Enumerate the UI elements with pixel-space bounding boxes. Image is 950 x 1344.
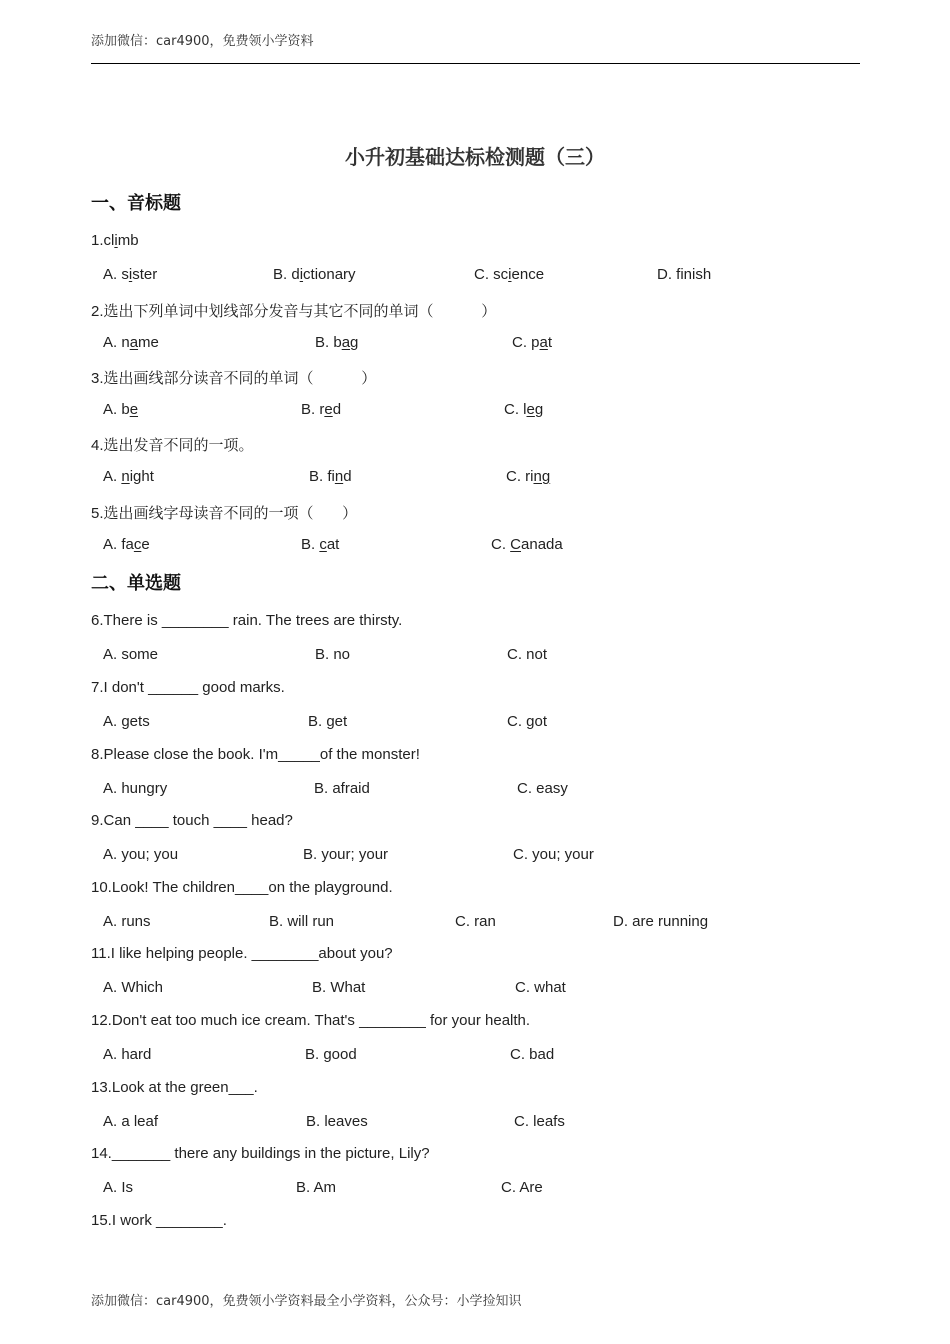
question-9-option-a[interactable]: A. you; you: [103, 846, 179, 863]
question-13-option-a[interactable]: A. a leaf: [103, 1113, 159, 1130]
question-number: 6.: [91, 612, 104, 629]
question-number: 4.: [91, 437, 104, 454]
header-divider: [91, 63, 860, 64]
question-12-option-a[interactable]: A. hard: [103, 1046, 152, 1063]
question-13: [91, 1079, 258, 1096]
underlined-letters: c: [133, 536, 142, 553]
question-8-option-c[interactable]: C. easy: [517, 780, 568, 797]
question-4-option-a[interactable]: A. night: [103, 468, 154, 485]
question-1-option-c[interactable]: C. science: [474, 266, 545, 283]
question-text: 选出发音不同的一项。: [103, 436, 254, 454]
question-8: [91, 746, 420, 763]
question-7-option-a[interactable]: A. gets: [103, 713, 150, 730]
question-10-option-b[interactable]: B. will run: [269, 913, 335, 930]
question-number: 2.: [91, 303, 104, 320]
question-11-option-b[interactable]: B. What: [312, 979, 366, 996]
question-10-option-a[interactable]: A. runs: [103, 913, 151, 930]
page-header-text: 添加微信：car4900，免费领小学资料: [91, 34, 314, 49]
question-9-option-b[interactable]: B. your; your: [303, 846, 389, 863]
question-13-option-c[interactable]: C. leafs: [514, 1113, 565, 1130]
question-text: I like helping people. ________about you?: [110, 945, 393, 962]
question-number: 1.: [91, 232, 104, 249]
question-5: [91, 502, 357, 523]
page-title: 小升初基础达标检测题（三）: [345, 145, 605, 169]
question-12-option-c[interactable]: C. bad: [510, 1046, 555, 1063]
question-3-option-a[interactable]: A. be: [103, 401, 139, 418]
underlined-letters: n: [121, 468, 130, 485]
question-number: 12.: [91, 1012, 112, 1029]
underlined-letters: ng: [533, 468, 551, 485]
question-text: Can ____ touch ____ head?: [103, 812, 293, 829]
underlined-letters: C: [510, 536, 522, 553]
question-text: climb: [103, 232, 139, 249]
question-1-option-b[interactable]: B. dictionary: [273, 266, 356, 283]
question-13-option-b[interactable]: B. leaves: [306, 1113, 368, 1130]
question-number: 5.: [91, 505, 104, 522]
question-2-option-b[interactable]: B. bag: [315, 334, 359, 351]
question-1-option-a[interactable]: A. sister: [103, 266, 158, 283]
underlined-letters: i: [508, 266, 512, 283]
question-3-option-c[interactable]: C. leg: [504, 401, 544, 418]
underlined-letters: e: [526, 401, 535, 418]
question-2-option-a[interactable]: A. name: [103, 334, 159, 351]
question-12-option-b[interactable]: B. good: [305, 1046, 357, 1063]
question-number: 3.: [91, 370, 104, 387]
question-text: 选出画线部分读音不同的单词（ ）: [103, 369, 377, 387]
question-number: 11.: [91, 945, 111, 962]
question-6: [91, 612, 402, 629]
question-7-option-b[interactable]: B. get: [308, 713, 348, 730]
question-7-option-c[interactable]: C. got: [507, 713, 548, 730]
page-footer-text: 添加微信：car4900，免费领小学资料最全小学资料，公众号：小学捡知识: [91, 1294, 522, 1309]
question-10: [91, 879, 393, 896]
question-text: There is ________ rain. The trees are thirsty.: [103, 612, 403, 629]
question-10-option-d[interactable]: D. are running: [613, 913, 709, 930]
section-heading-phonetics: 一、音标题: [91, 193, 181, 214]
question-5-option-c[interactable]: C. Canada: [491, 536, 563, 553]
question-10-option-c[interactable]: C. ran: [455, 913, 496, 930]
question-text: 选出下列单词中划线部分发音与其它不同的单词（ ）: [103, 302, 497, 320]
question-14-option-a[interactable]: A. Is: [103, 1179, 134, 1196]
question-text: _______ there any buildings in the picture, Lily?: [111, 1145, 430, 1162]
question-number: 10.: [91, 879, 112, 896]
question-11: [91, 945, 393, 962]
question-text: Please close the book. I'm_____of the monster!: [103, 746, 420, 763]
question-15: [91, 1212, 227, 1229]
question-11-option-a[interactable]: A. Which: [103, 979, 164, 996]
underlined-letters: i: [299, 266, 304, 283]
question-14-option-b[interactable]: B. Am: [296, 1179, 337, 1196]
question-5-option-a[interactable]: A. face: [103, 536, 150, 553]
question-number: 14.: [91, 1145, 112, 1162]
question-2-option-c[interactable]: C. pat: [512, 334, 553, 351]
question-text: 选出画线字母读音不同的一项（ ）: [103, 504, 358, 522]
question-14: [91, 1145, 430, 1162]
section-heading-single-choice: 二、单选题: [91, 573, 181, 594]
underlined-letters: n: [334, 468, 344, 485]
underlined-letters: a: [539, 334, 548, 351]
question-4: [91, 434, 254, 455]
question-11-option-c[interactable]: C. what: [515, 979, 566, 996]
question-number: 9.: [91, 812, 104, 829]
question-8-option-a[interactable]: A. hungry: [103, 780, 168, 797]
question-9: [91, 812, 293, 829]
question-text: I don't ______ good marks.: [103, 679, 285, 696]
question-12: [91, 1012, 530, 1029]
question-7: [91, 679, 285, 696]
question-6-option-a[interactable]: A. some: [103, 646, 159, 663]
question-6-option-c[interactable]: C. not: [507, 646, 548, 663]
question-4-option-c[interactable]: C. ring: [506, 468, 551, 485]
question-text: Look! The children____on the playground.: [111, 879, 393, 896]
question-6-option-b[interactable]: B. no: [315, 646, 351, 663]
question-1: [91, 232, 139, 249]
question-number: 7.: [91, 679, 104, 696]
question-3-option-b[interactable]: B. red: [301, 401, 342, 418]
question-5-option-b[interactable]: B. cat: [301, 536, 340, 553]
question-4-option-b[interactable]: B. find: [309, 468, 352, 485]
question-2: [91, 300, 496, 321]
question-14-option-c[interactable]: C. Are: [501, 1179, 543, 1196]
underlined-letters: e: [129, 401, 139, 418]
question-9-option-c[interactable]: C. you; your: [513, 846, 594, 863]
question-text: Look at the green___.: [111, 1079, 258, 1096]
underlined-letters: e: [324, 401, 333, 418]
underlined-letters: i: [128, 266, 133, 283]
question-number: 13.: [91, 1079, 112, 1096]
question-number: 15.: [91, 1212, 112, 1229]
question-8-option-b[interactable]: B. afraid: [314, 780, 370, 797]
question-text: I work ________.: [111, 1212, 227, 1229]
question-1-option-d[interactable]: D. finish: [657, 266, 712, 283]
question-3: [91, 367, 376, 388]
question-number: 8.: [91, 746, 104, 763]
underlined-letters: c: [319, 536, 327, 553]
underlined-letters: a: [341, 334, 351, 351]
underlined-letters: a: [129, 334, 139, 351]
question-text: Don't eat too much ice cream. That's ________ for your health.: [111, 1012, 531, 1029]
